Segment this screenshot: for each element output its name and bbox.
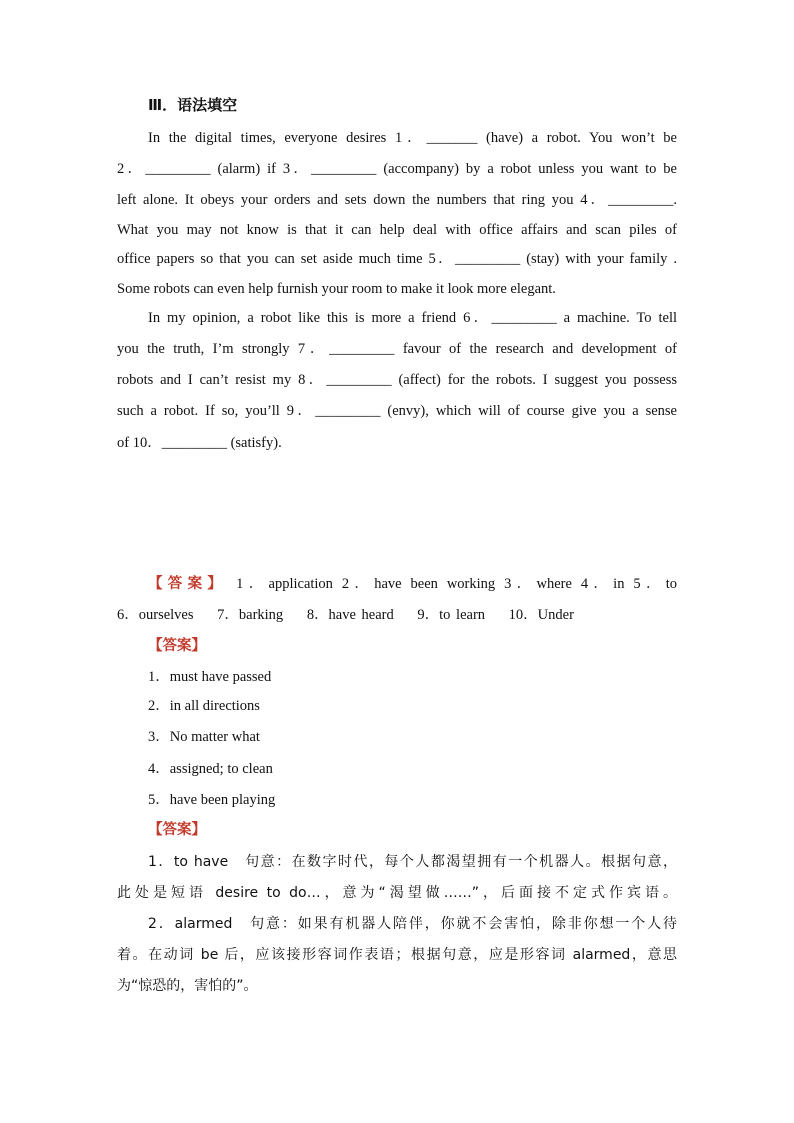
passage-line: 2．_________ (alarm) if 3．_________ (accompany) by a robot unless you want to be — [117, 161, 677, 177]
passage-line: left alone. It obeys your orders and sets down the numbers that ring you 4．_________. — [117, 192, 677, 208]
answer-item: 1．application — [236, 576, 333, 592]
passage-line: you the truth, I’m strongly 7．_________ favour of the research and development of — [117, 341, 677, 357]
answer-item: 4．in — [580, 576, 625, 592]
explanation-line: 为“惊恐的，害怕的”。 — [117, 978, 258, 994]
answer-item: 1．must have passed — [148, 669, 272, 685]
answer-item: 5．to — [633, 576, 678, 592]
answer-item: 8．have heard — [306, 607, 394, 623]
passage-line: of 10．_________ (satisfy). — [117, 435, 282, 451]
answer-item: 7．barking — [217, 607, 284, 623]
answer-label: 【答案】 — [148, 638, 206, 654]
passage-line: Some robots can even help furnish your room to make it look more elegant. — [117, 281, 556, 297]
passage-line: office papers so that you can set aside much time 5．_________ (stay) with your family . — [117, 251, 677, 267]
passage-line: In my opinion, a robot like this is more a friend 6．_________ a machine. To tell — [148, 310, 677, 326]
explanation-line: 1．to have 句意：在数字时代，每个人都渴望拥有一个机器人。根据句意， — [148, 854, 677, 870]
passage-line: What you may not know is that it can help deal with office affairs and scan piles of — [117, 222, 677, 238]
answer-row — [117, 605, 574, 625]
answer-item: 5．have been playing — [148, 792, 276, 808]
explanation-line: 此处是短语 desire to do…，意为“渴望做……”，后面接不定式作宾语。 — [117, 885, 677, 901]
explanation-line: 着。在动词 be 后，应该接形容词作表语；根据句意，应是形容词 alarmed，意思 — [117, 947, 677, 963]
answer-item: 4．assigned; to clean — [148, 761, 273, 777]
passage-line: such a robot. If so, you’ll 9．_________ (envy), which will of course give you a sense — [117, 403, 677, 419]
answer-row — [148, 574, 677, 594]
section-heading: Ⅲ．语法填空 — [148, 96, 238, 114]
answer-item: 9．to learn — [417, 607, 486, 623]
passage-line: robots and I can’t resist my 8．_________ (affect) for the robots. I suggest you possess — [117, 372, 677, 388]
answer-item: 3．No matter what — [148, 729, 260, 745]
answer-item: 2．in all directions — [148, 698, 260, 714]
answer-item: 6．ourselves — [117, 607, 194, 623]
passage-line: In the digital times, everyone desires 1．_______ (have) a robot. You won’t be — [148, 130, 677, 146]
answer-label: 【答案】 — [148, 822, 206, 838]
answer-label: 【答案】 — [148, 576, 228, 592]
explanation-line: 2．alarmed 句意：如果有机器人陪伴，你就不会害怕，除非你想一个人待 — [148, 916, 677, 932]
answer-item: 10．Under — [508, 607, 574, 623]
answer-item: 3．where — [504, 576, 572, 592]
answer-item: 2．have been working — [341, 576, 496, 592]
